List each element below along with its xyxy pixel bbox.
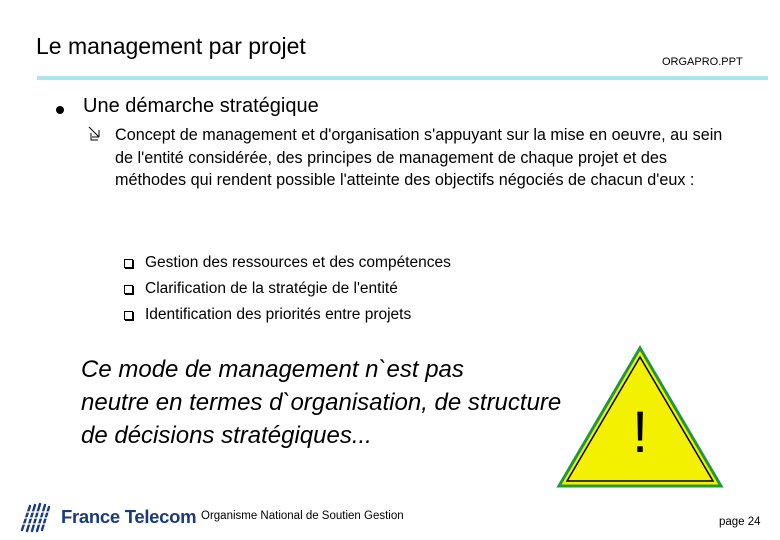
callout-text xyxy=(81,353,601,452)
brand-name: France Telecom xyxy=(61,506,197,527)
concept-paragraph: Concept de management et d'organisation s'appuyant sur la mise en oeuvre, au sein de l'entité considérée, des principes de management de chaque projet et des méthodes qui rendent possible l'atteinte des objectifs négociés de chacun d'eux : xyxy=(115,126,723,189)
page-title: Le management par projet xyxy=(36,33,306,59)
callout-line: Ce mode de management n`est pas xyxy=(81,356,464,383)
callout-line: de décisions stratégiques... xyxy=(81,422,372,449)
svg-text:!: ! xyxy=(631,400,649,465)
checkbox-bullet-icon xyxy=(124,285,133,294)
section-heading: Une démarche stratégique xyxy=(83,95,319,117)
list-item-label: Gestion des ressources et des compétences xyxy=(145,254,451,271)
list-item-label: Clarification de la stratégie de l'entité xyxy=(145,280,398,297)
arrow-bullet-icon xyxy=(86,124,102,142)
france-telecom-logo xyxy=(16,500,56,534)
callout-line: neutre en termes d`organisation, de structure xyxy=(81,389,562,416)
checkbox-bullet-icon xyxy=(124,311,133,320)
title-divider xyxy=(37,76,768,80)
checkbox-bullet-icon xyxy=(124,259,133,268)
bullet-dot-icon xyxy=(56,106,64,114)
file-name: ORGAPRO.PPT xyxy=(662,56,743,68)
list-item-label: Identification des priorités entre projets xyxy=(145,306,412,323)
page-number: page 24 xyxy=(719,516,761,528)
organization-name: Organisme National de Soutien Gestion xyxy=(201,510,404,522)
